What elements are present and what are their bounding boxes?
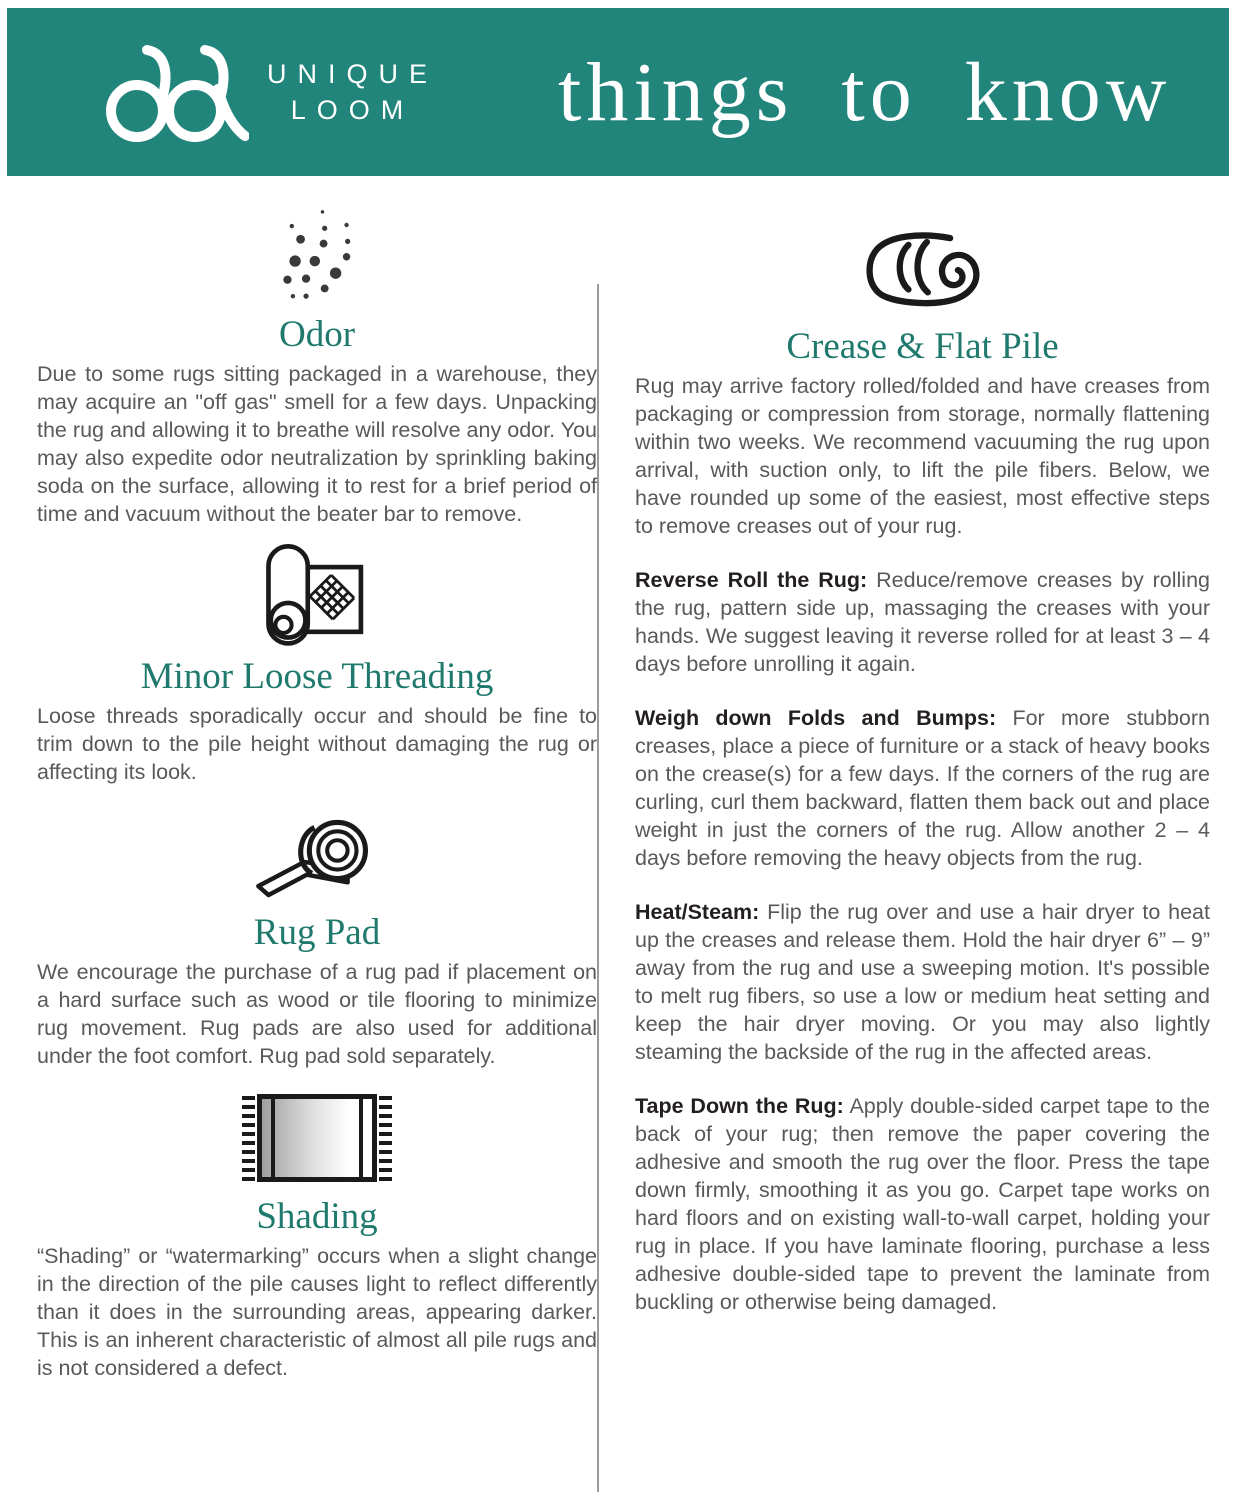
fringed-rug-icon bbox=[242, 1092, 392, 1186]
header-bar bbox=[7, 8, 1229, 176]
tip-label: Heat/Steam: bbox=[635, 900, 760, 924]
section-shading bbox=[37, 1086, 597, 1382]
tip-text: Apply double-sided carpet tape to the back of your rug; then remove the paper covering the adhesive and smooth the rug over the floor. Press the tape down firmly, smoothing it as you go. Carpet tape works on hard floors and on existing wall-to-wall carpet, holding your rug in place. If you have laminate flooring, purchase a less adhesive double-sided tape to prevent the laminate from buckling or otherwise being damaged. bbox=[635, 1094, 1210, 1314]
section-heading: Minor Loose Threading bbox=[140, 656, 494, 697]
rug-body bbox=[257, 1094, 377, 1182]
section-body: Due to some rugs sitting packaged in a warehouse, they may acquire an "off gas" smell for a few days. Unpacking the rug and allowing it to breathe will resolve any odor. You may also expedite odor neutralization by sprinkling baking soda on the surface, allowing it to rest for a brief period of time and vacuum without the beater bar to remove. bbox=[37, 362, 597, 526]
brand-text bbox=[267, 56, 438, 128]
column-divider bbox=[597, 284, 599, 1492]
tip-label: Weigh down Folds and Bumps: bbox=[635, 706, 997, 730]
section-rug-pad bbox=[37, 802, 597, 1070]
section-crease-flat-pile bbox=[635, 228, 1210, 1316]
section-heading: Rug Pad bbox=[253, 912, 381, 953]
tip-label: Reverse Roll the Rug: bbox=[635, 568, 868, 592]
brand bbox=[99, 36, 438, 148]
tip-reverse-roll bbox=[635, 566, 1210, 678]
unique-loom-logo-icon bbox=[99, 36, 249, 148]
section-intro: Rug may arrive factory rolled/folded and have creases from packaging or compression from storage, normally flattening within two weeks. We recommend vacuuming the rug upon arrival, with suction only, to lift the pile fibers. Below, we have rounded up some of the easiest, most effective steps to remove creases out of your rug. bbox=[635, 374, 1210, 538]
rug-roll-icon bbox=[860, 228, 986, 318]
tip-label: Tape Down the Rug: bbox=[635, 1094, 844, 1118]
tape-roll-icon bbox=[252, 802, 382, 904]
tip-weigh-down bbox=[635, 704, 1210, 872]
odor-sprinkle-icon bbox=[265, 202, 369, 306]
section-minor-loose-threading bbox=[37, 544, 597, 786]
left-column bbox=[37, 176, 597, 1500]
section-odor bbox=[37, 202, 597, 528]
tip-heat-steam bbox=[635, 898, 1210, 1066]
section-heading: Odor bbox=[278, 314, 356, 355]
tip-text: For more stubborn creases, place a piece of furniture or a stack of heavy books on the crease(s) for a few days. If the corners of the rug are curling, curl them backward, flatten them back out and place weight in just the corners of the rug. Allow another 2 – 4 days before removing the heavy objects from the rug. bbox=[635, 706, 1210, 870]
rug-fringe-right bbox=[379, 1096, 392, 1182]
section-heading: Crease & Flat Pile bbox=[786, 326, 1059, 367]
content bbox=[0, 176, 1236, 1500]
rug-fringe-left bbox=[242, 1096, 255, 1182]
brand-line-2: LOOM bbox=[290, 95, 415, 125]
section-body: Loose threads sporadically occur and should be fine to trim down to the pile height without damaging the rug or affecting its look. bbox=[37, 704, 597, 784]
section-body: “Shading” or “watermarking” occurs when a slight change in the direction of the pile causes light to reflect differently than it does in the surrounding areas, appearing darker. This is an inherent characteristic of almost all pile rugs and is not considered a defect. bbox=[37, 1244, 597, 1380]
page-title: things to know bbox=[558, 45, 1172, 139]
tip-text: Flip the rug over and use a hair dryer to heat up the creases and release them. Hold the hair dryer 6” – 9” away from the rug and use a sweeping motion. It's possible to melt rug fibers, so use a low or medium heat setting and keep the hair dryer moving. Or you may also lightly steaming the backside of the rug in the affected areas. bbox=[635, 900, 1210, 1064]
right-column bbox=[635, 176, 1210, 1500]
tip-text: Reduce/remove creases by rolling the rug, pattern side up, massaging the creases with your hands. We suggest leaving it reverse rolled for at least 3 – 4 days before unrolling it again. bbox=[635, 568, 1210, 676]
section-heading: Shading bbox=[256, 1196, 378, 1237]
rolled-rug-icon bbox=[258, 544, 376, 648]
section-body: We encourage the purchase of a rug pad if placement on a hard surface such as wood or tile flooring to minimize rug movement. Rug pads are also used for additional under the foot comfort. Rug pad sold separately. bbox=[37, 960, 597, 1068]
brand-line-1: UNIQUE bbox=[267, 59, 439, 89]
tip-tape-down bbox=[635, 1092, 1210, 1316]
